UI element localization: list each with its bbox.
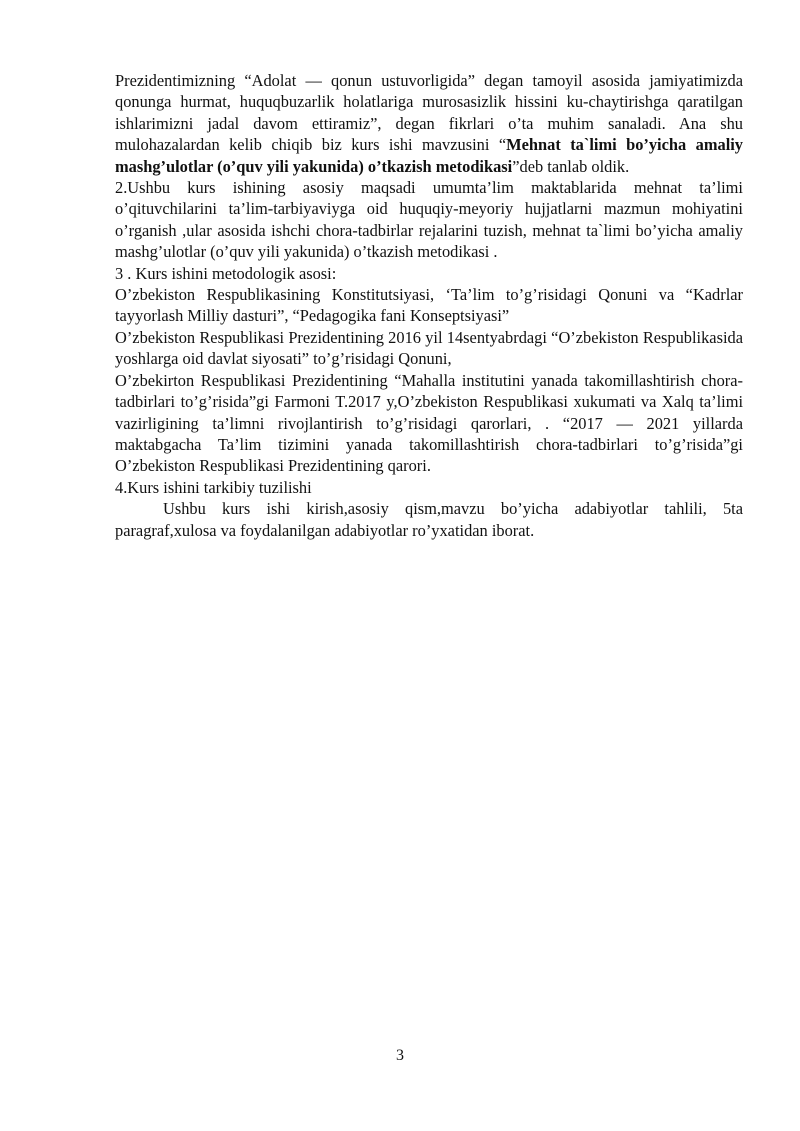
heading-methodology: 3 . Kurs ishini metodologik asosi: bbox=[115, 263, 337, 283]
course-topic-title: Mehnat ta`limi bo’yicha amaliy mashg’ulotlar (o’quv yili yakunida) o’tkazish metodikasi bbox=[115, 135, 743, 176]
paragraph-youth-law: O’zbekiston Respublikasi Prezidentining 2016 yil 14sentyabrdagi “O’zbekiston Respublikasida yoshlarga oid davlat siyosati” to’g’risidagi Qonuni, bbox=[115, 327, 743, 369]
document-page bbox=[115, 70, 743, 541]
intro-text-end: ”deb tanlab oldik. bbox=[512, 156, 630, 176]
page-number: 3 bbox=[396, 1047, 404, 1064]
paragraph-intro bbox=[115, 70, 743, 177]
heading-structure: 4.Kurs ishini tarkibiy tuzilishi bbox=[115, 477, 312, 497]
paragraph-goal: 2.Ushbu kurs ishining asosiy maqsadi umumta’lim maktablarida mehnat ta’limi o’qituvchilarini ta’lim-tarbiyaviyga oid huquqiy-meyoriy hujjatlarni mazmun mohiyatini o’rganish ,ular asosida ishchi chora-tadbirlar rejalarini tuzish, mehnat ta`limi bo’yicha amaliy mashg’ulotlar (o’quv yili yakunida) o’tkazish metodikasi . bbox=[115, 178, 743, 262]
paragraph-structure: Ushbu kurs ishi kirish,asosiy qism,mavzu bo’yicha adabiyotlar tahlili, 5ta paragraf,xulosa va foydalanilgan adabiyotlar ro’yxatidan iborat. bbox=[115, 499, 743, 540]
intro-text-start: Prezidentimizning “Adolat — qonun ustuvorligida” degan tamoyil asosida jamiyatimizda qonunga hurmat, huquqbuzarlik holatlariga murosasizlik hissini ku-chaytirishga qaratilgan ishlarimizni jadal davom ettiramiz”, degan fikrlari o’ta muhim sanaladi. Ana shu mulohazalardan kelib chiqib biz kurs ishi mavzusini “ bbox=[115, 71, 743, 155]
paragraph-decrees: O’zbekirton Respublikasi Prezidentining “Mahalla institutini yanada takomillashtirish chora-tadbirlari to’g’risida”gi Farmoni T.2017 y,O’zbekiston Respublikasi xukumati va Xalq ta’limi vazirligining ta’limni rivojlantirish to’g’risidagi qarorlari, . “2017 — 2021 yillarda maktabgacha Ta’lim tizimini yanada takomillashtirish chora-tadbirlari to’g’risida”gi O’zbekiston Respublikasi Prezidentining qarori. bbox=[115, 370, 743, 476]
paragraph-constitution: O’zbekiston Respublikasining Konstitutsiyasi, ‘Ta’lim to’g’risidagi Qonuni va “Kadrlar tayyorlash Milliy dasturi”, “Pedagogika fani Konseptsiyasi” bbox=[115, 285, 743, 326]
